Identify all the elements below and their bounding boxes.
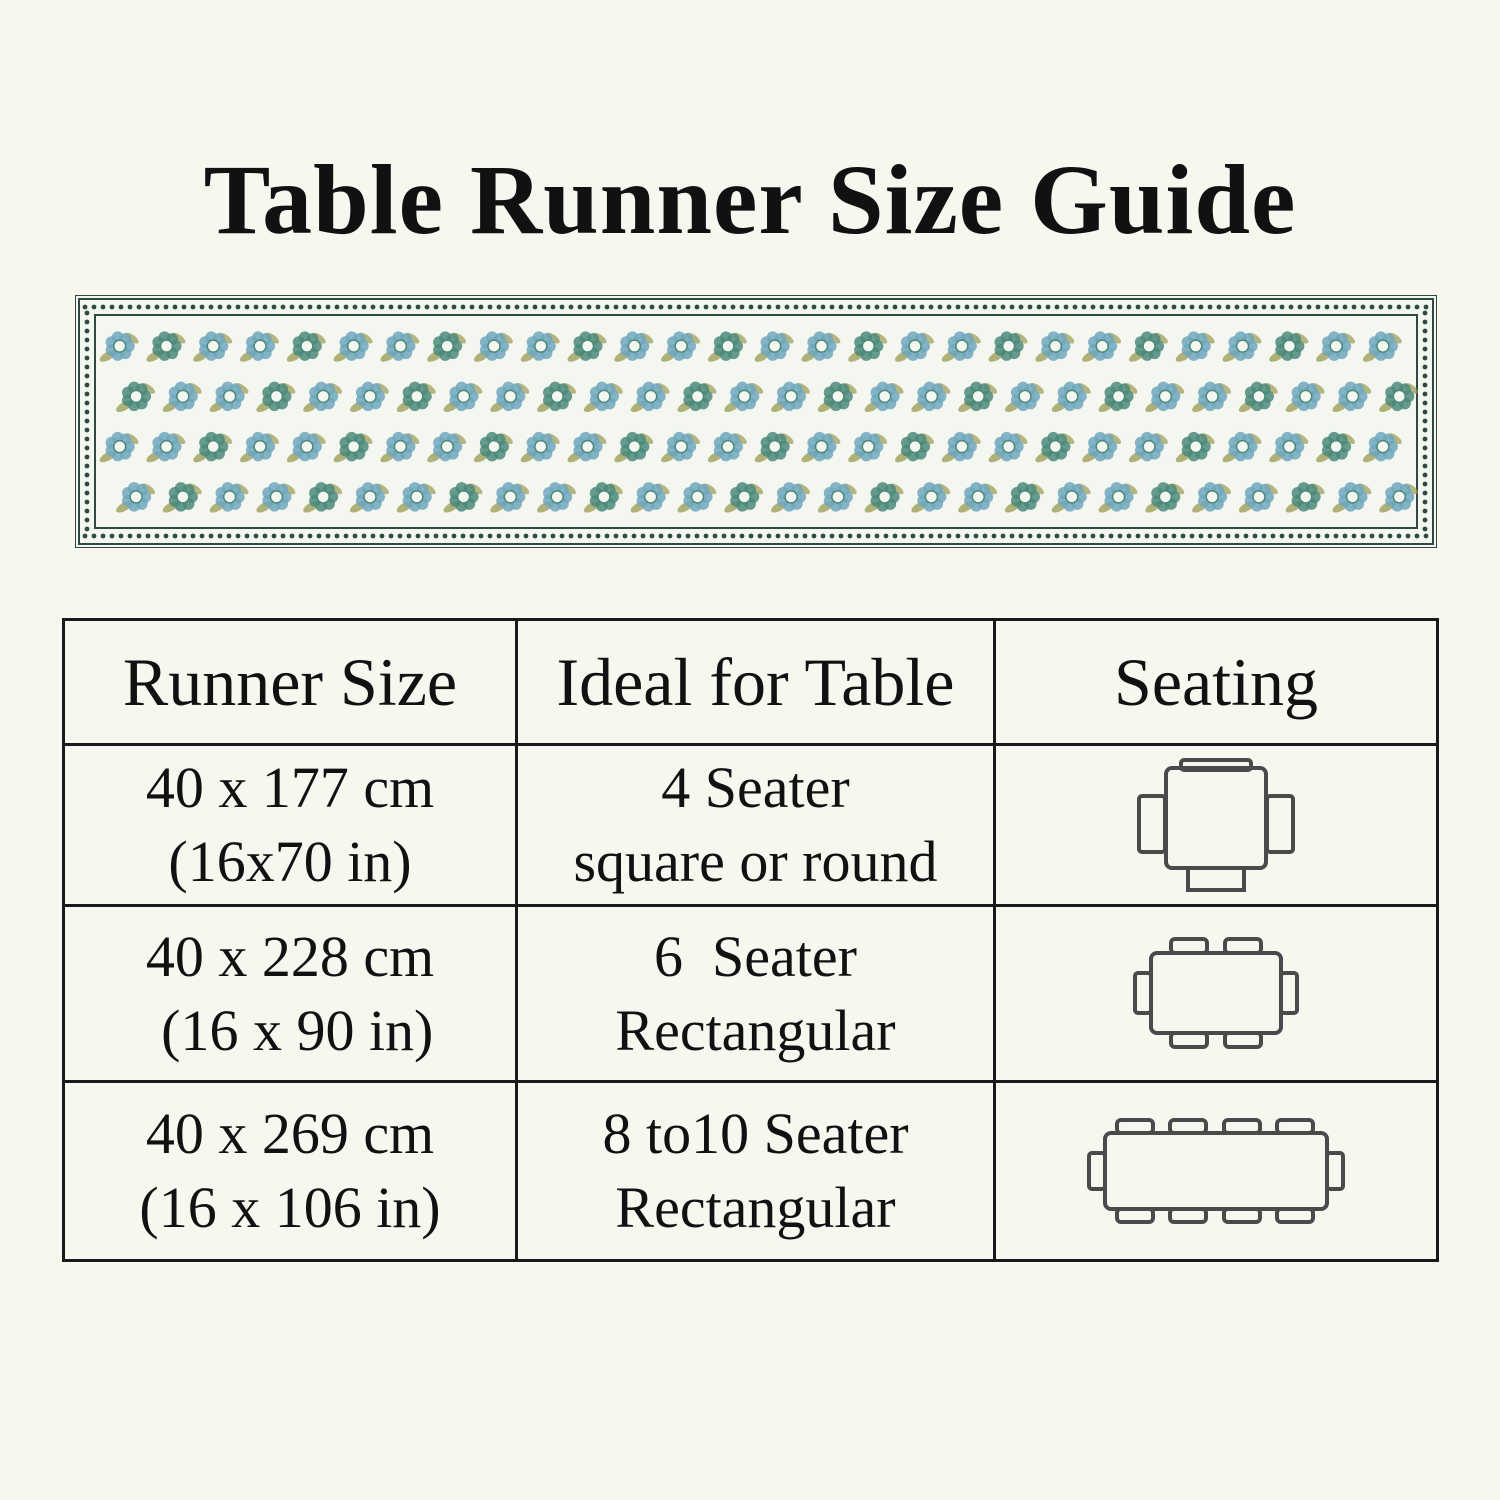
ideal-for-cell	[517, 1082, 995, 1261]
table-shape: Rectangular	[615, 1175, 896, 1240]
ideal-for-cell	[517, 906, 995, 1082]
size-in: (16 x 106 in)	[139, 1175, 441, 1240]
size-cm: 40 x 228 cm	[145, 923, 435, 989]
runner-size-cell	[64, 906, 517, 1082]
table-runner-image	[75, 295, 1437, 548]
table-row	[64, 1082, 1438, 1261]
runner-size-cell	[64, 745, 517, 906]
size-guide-table	[62, 618, 1439, 1262]
table-header-row	[64, 620, 1438, 745]
size-in: (16x70 in)	[168, 829, 412, 894]
header-seating: Seating	[995, 620, 1438, 745]
header-ideal-for-table: Ideal for Table	[517, 620, 995, 745]
seater-count: 8 to10 Seater	[602, 1101, 909, 1166]
seating-cell	[995, 906, 1438, 1082]
table-shape: Rectangular	[615, 997, 896, 1063]
seating-cell	[995, 1082, 1438, 1261]
ten-seater-table-icon	[1085, 1117, 1347, 1225]
table-row	[64, 745, 1438, 906]
four-seater-table-icon	[1136, 758, 1296, 893]
ideal-for-cell	[517, 745, 995, 906]
size-cm: 40 x 269 cm	[145, 1101, 435, 1166]
size-in: (16 x 90 in)	[146, 997, 434, 1063]
six-seater-table-icon	[1131, 936, 1301, 1051]
floral-table-runner-icon	[75, 295, 1437, 548]
runner-size-cell	[64, 1082, 517, 1261]
table-shape: square or round	[573, 829, 938, 894]
table-row	[64, 906, 1438, 1082]
seater-count: 6 Seater	[654, 923, 857, 989]
size-cm: 40 x 177 cm	[145, 755, 435, 820]
header-runner-size: Runner Size	[64, 620, 517, 745]
seater-count: 4 Seater	[661, 755, 850, 820]
seating-cell	[995, 745, 1438, 906]
page-title: Table Runner Size Guide	[203, 144, 1297, 255]
